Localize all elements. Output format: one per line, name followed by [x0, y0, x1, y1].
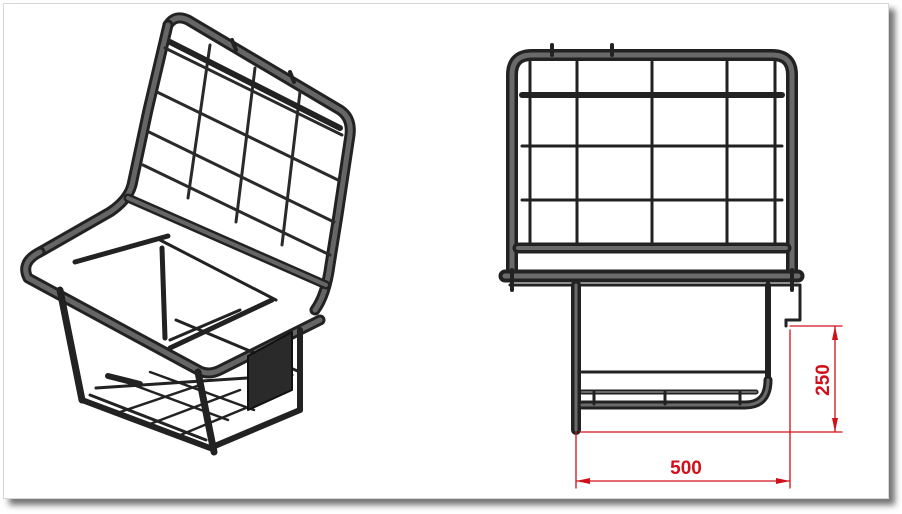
dimension-label-height: 250 — [813, 364, 834, 396]
front-grid — [522, 62, 782, 248]
isometric-view — [26, 18, 351, 452]
dimension-label-width: 500 — [670, 458, 702, 479]
iso-backrest — [40, 18, 350, 310]
front-rails — [505, 248, 798, 290]
front-view — [505, 45, 842, 488]
front-legs — [576, 285, 800, 430]
iso-legs — [60, 248, 300, 452]
